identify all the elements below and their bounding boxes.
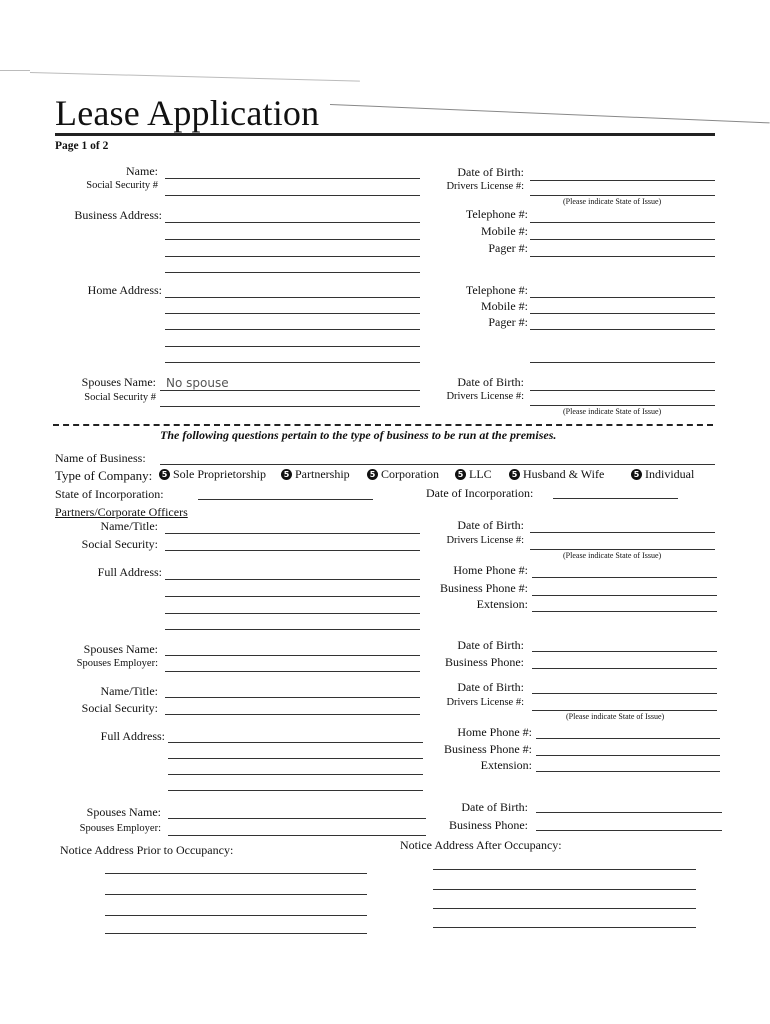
social-security-label: Social Security: bbox=[81, 537, 158, 551]
officer1-spouses-name-label: Spouses Name: bbox=[83, 642, 158, 656]
spouse-ssn-field[interactable] bbox=[160, 406, 420, 407]
business-address-line[interactable] bbox=[165, 222, 420, 223]
telephone-label: Telephone #: bbox=[465, 207, 528, 221]
radio-icon: 5 bbox=[455, 469, 466, 480]
home-address-label: Home Address: bbox=[87, 283, 162, 297]
option-sole-proprietorship[interactable] bbox=[159, 467, 266, 482]
officer1-address-line[interactable] bbox=[165, 579, 420, 580]
officer2-social-security-label: Social Security: bbox=[81, 701, 158, 715]
officer1-spouse-business-phone-field[interactable] bbox=[532, 668, 717, 669]
notice-prior-line[interactable] bbox=[105, 873, 367, 874]
officer2-extension-label: Extension: bbox=[480, 758, 532, 772]
state-note: (Please indicate State of Issue) bbox=[563, 197, 662, 206]
dl-field[interactable] bbox=[530, 195, 715, 196]
dl-label: Drivers License #: bbox=[446, 181, 524, 192]
officer1-spouses-employer-field[interactable] bbox=[165, 671, 420, 672]
officer2-dob-label: Date of Birth: bbox=[457, 680, 524, 694]
officer2-spouses-name-field[interactable] bbox=[168, 818, 426, 819]
notice-prior-label: Notice Address Prior to Occupancy: bbox=[60, 843, 234, 857]
officer2-name-field[interactable] bbox=[165, 697, 420, 698]
spouses-name-label: Spouses Name: bbox=[81, 375, 156, 389]
officer2-business-phone-field[interactable] bbox=[536, 755, 720, 756]
radio-icon: 5 bbox=[281, 469, 292, 480]
officer2-home-phone-label: Home Phone #: bbox=[457, 725, 532, 739]
name-label: Name: bbox=[126, 164, 158, 178]
business-section-heading: The following questions pertain to the type of business to be run at the premises. bbox=[160, 428, 557, 442]
officer1-home-phone-field[interactable] bbox=[532, 577, 717, 578]
pager-field[interactable] bbox=[530, 256, 715, 257]
officer1-name-field[interactable] bbox=[165, 533, 420, 534]
notice-prior-line[interactable] bbox=[105, 915, 367, 916]
officer1-spouse-dob-field[interactable] bbox=[532, 651, 717, 652]
officer2-spouses-employer-label: Spouses Employer: bbox=[79, 823, 161, 834]
ssn-label: Social Security # bbox=[86, 180, 158, 191]
radio-icon: 5 bbox=[367, 469, 378, 480]
notice-after-line[interactable] bbox=[433, 889, 696, 890]
home-extra-field[interactable] bbox=[530, 362, 715, 363]
officer1-address-line[interactable] bbox=[165, 613, 420, 614]
radio-icon: 5 bbox=[159, 469, 170, 480]
officer2-state-note: (Please indicate State of Issue) bbox=[566, 712, 665, 721]
officer1-address-line[interactable] bbox=[165, 629, 420, 630]
officer2-spouse-business-phone-field[interactable] bbox=[536, 830, 722, 831]
option-label: Partnership bbox=[295, 467, 350, 481]
spouses-name-field[interactable] bbox=[160, 390, 420, 391]
name-of-business-field[interactable] bbox=[160, 464, 715, 465]
mobile-label: Mobile #: bbox=[481, 224, 528, 238]
type-of-company-label: Type of Company: bbox=[55, 468, 153, 483]
officer1-extension-field[interactable] bbox=[532, 611, 717, 612]
ssn-field[interactable] bbox=[165, 195, 420, 196]
option-husband-wife[interactable] bbox=[509, 467, 604, 482]
officer1-spouses-name-field[interactable] bbox=[165, 655, 420, 656]
officer2-spouses-employer-field[interactable] bbox=[168, 835, 426, 836]
option-individual[interactable] bbox=[631, 467, 694, 482]
option-label: Individual bbox=[645, 467, 695, 481]
officer2-business-phone-label: Business Phone #: bbox=[443, 742, 532, 756]
home-mobile-label: Mobile #: bbox=[481, 299, 528, 313]
notice-prior-line[interactable] bbox=[105, 894, 367, 895]
option-corporation[interactable] bbox=[367, 467, 439, 482]
notice-prior-line[interactable] bbox=[105, 933, 367, 934]
officer2-full-address-label: Full Address: bbox=[100, 729, 165, 743]
date-inc-label: Date of Incorporation: bbox=[426, 486, 534, 500]
option-llc[interactable] bbox=[455, 467, 492, 482]
home-pager-field[interactable] bbox=[530, 329, 715, 330]
partners-heading: Partners/Corporate Officers bbox=[55, 505, 188, 519]
business-address-line[interactable] bbox=[165, 272, 420, 273]
officer1-spouse-business-phone-label: Business Phone: bbox=[444, 655, 524, 669]
page-title: Lease Application bbox=[55, 93, 320, 133]
officer2-ssn-field[interactable] bbox=[165, 714, 420, 715]
officer1-dl-label: Drivers License #: bbox=[446, 535, 524, 546]
spouse-dob-label: Date of Birth: bbox=[457, 375, 524, 389]
officer2-address-line[interactable] bbox=[168, 742, 423, 743]
officer2-spouse-dob-label: Date of Birth: bbox=[461, 800, 528, 814]
home-telephone-label: Telephone #: bbox=[465, 283, 528, 297]
officer2-spouse-dob-field[interactable] bbox=[536, 812, 722, 813]
dob-field[interactable] bbox=[530, 180, 715, 181]
notice-after-line[interactable] bbox=[433, 869, 696, 870]
officer2-dob-field[interactable] bbox=[532, 693, 717, 694]
telephone-field[interactable] bbox=[530, 222, 715, 223]
scan-mark bbox=[0, 70, 30, 71]
date-inc-field[interactable] bbox=[553, 498, 678, 499]
page-number: Page 1 of 2 bbox=[55, 140, 109, 152]
spouse-state-note: (Please indicate State of Issue) bbox=[563, 407, 662, 416]
notice-after-line[interactable] bbox=[433, 908, 696, 909]
officer1-state-note: (Please indicate State of Issue) bbox=[563, 551, 662, 560]
officer2-name-title-label: Name/Title: bbox=[100, 684, 158, 698]
officer2-dl-label: Drivers License #: bbox=[446, 697, 524, 708]
officer1-spouse-dob-label: Date of Birth: bbox=[457, 638, 524, 652]
home-pager-label: Pager #: bbox=[488, 315, 528, 329]
dob-label: Date of Birth: bbox=[457, 165, 524, 179]
officer1-ssn-field[interactable] bbox=[165, 550, 420, 551]
option-label: Husband & Wife bbox=[523, 467, 605, 481]
mobile-field[interactable] bbox=[530, 239, 715, 240]
state-inc-field[interactable] bbox=[198, 499, 373, 500]
pager-label: Pager #: bbox=[488, 241, 528, 255]
home-telephone-field[interactable] bbox=[530, 297, 715, 298]
home-mobile-field[interactable] bbox=[530, 313, 715, 314]
notice-after-line[interactable] bbox=[433, 927, 696, 928]
option-label: LLC bbox=[469, 467, 492, 481]
name-title-label: Name/Title: bbox=[100, 519, 158, 533]
spouse-dl-label: Drivers License #: bbox=[446, 391, 524, 402]
business-address-label: Business Address: bbox=[74, 208, 162, 222]
home-address-line[interactable] bbox=[165, 329, 420, 330]
state-inc-label: State of Incorporation: bbox=[55, 487, 164, 501]
officer1-dob-field[interactable] bbox=[530, 532, 715, 533]
officer1-home-phone-label: Home Phone #: bbox=[453, 563, 528, 577]
home-address-line[interactable] bbox=[165, 297, 420, 298]
option-label: Sole Proprietorship bbox=[173, 467, 266, 481]
officer1-address-line[interactable] bbox=[165, 596, 420, 597]
officer2-address-line[interactable] bbox=[168, 774, 423, 775]
officer1-business-phone-label: Business Phone #: bbox=[439, 581, 528, 595]
officer2-home-phone-field[interactable] bbox=[536, 738, 720, 739]
officer2-extension-field[interactable] bbox=[536, 771, 720, 772]
spouse-dl-field[interactable] bbox=[530, 405, 715, 406]
officer1-business-phone-field[interactable] bbox=[532, 595, 717, 596]
notice-after-label: Notice Address After Occupancy: bbox=[400, 838, 562, 852]
business-address-line[interactable] bbox=[165, 239, 420, 240]
name-of-business-label: Name of Business: bbox=[55, 451, 146, 465]
officer2-address-line[interactable] bbox=[168, 790, 423, 791]
home-address-line[interactable] bbox=[165, 346, 420, 347]
option-label: Corporation bbox=[381, 467, 439, 481]
officer2-address-line[interactable] bbox=[168, 758, 423, 759]
officer2-spouse-business-phone-label: Business Phone: bbox=[448, 818, 528, 832]
option-partnership[interactable] bbox=[281, 467, 350, 482]
scan-mark bbox=[30, 72, 360, 82]
radio-icon: 5 bbox=[631, 469, 642, 480]
name-field[interactable] bbox=[165, 178, 420, 179]
title-rule bbox=[55, 133, 715, 136]
home-address-line[interactable] bbox=[165, 362, 420, 363]
home-address-line[interactable] bbox=[165, 313, 420, 314]
officer1-dl-field[interactable] bbox=[530, 549, 715, 550]
full-address-label: Full Address: bbox=[97, 565, 162, 579]
spouses-name-value[interactable]: No spouse bbox=[166, 376, 229, 390]
spouse-dob-field[interactable] bbox=[530, 390, 715, 391]
scan-mark bbox=[330, 104, 770, 123]
officer1-spouses-employer-label: Spouses Employer: bbox=[76, 658, 158, 669]
spouse-ssn-label: Social Security # bbox=[84, 392, 156, 403]
officer2-spouses-name-label: Spouses Name: bbox=[86, 805, 161, 819]
officer1-extension-label: Extension: bbox=[476, 597, 528, 611]
officer1-dob-label: Date of Birth: bbox=[457, 518, 524, 532]
business-address-line[interactable] bbox=[165, 256, 420, 257]
radio-icon: 5 bbox=[509, 469, 520, 480]
officer2-dl-field[interactable] bbox=[532, 710, 717, 711]
section-divider bbox=[53, 424, 713, 426]
